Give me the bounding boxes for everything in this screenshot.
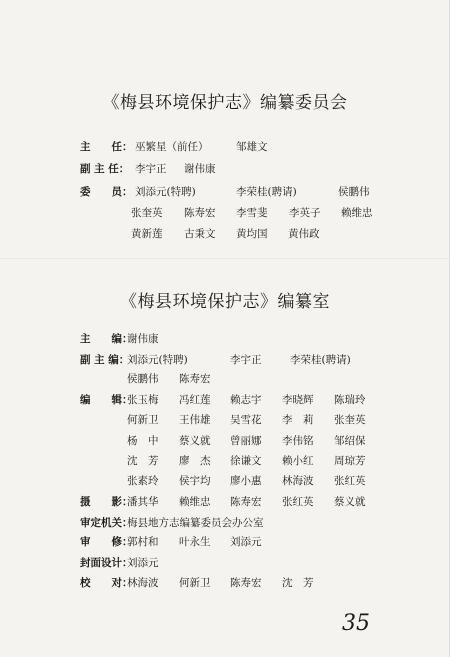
member-name: 郭村和 bbox=[127, 536, 159, 548]
member-name: 廖 杰 bbox=[179, 455, 211, 467]
member-name: 林海波 bbox=[282, 475, 314, 487]
member-name: 赖小红 bbox=[282, 455, 314, 467]
row-label: 封面设计： bbox=[80, 557, 133, 569]
member-name: 蔡义就 bbox=[334, 496, 366, 508]
member-name: 蔡义就 bbox=[179, 435, 211, 447]
member-name: 张奎英 bbox=[334, 414, 366, 426]
member-name: 李宇正 bbox=[135, 163, 167, 175]
row-label: 主 任： bbox=[80, 141, 133, 153]
member-name: 陈瑞玲 bbox=[334, 394, 366, 406]
row-label: 摄 影： bbox=[80, 496, 133, 508]
member-name: 李英子 bbox=[289, 207, 321, 219]
member-name: 张玉梅 bbox=[127, 394, 159, 406]
member-name: 沈 芳 bbox=[282, 577, 314, 589]
member-name: 谢伟康 bbox=[184, 163, 216, 175]
member-name: 赖维忠 bbox=[341, 207, 373, 219]
member-name: 陈寿宏 bbox=[230, 496, 262, 508]
row-label: 校 对： bbox=[80, 577, 133, 589]
member-name: 何新卫 bbox=[179, 577, 211, 589]
member-name: 梅县地方志编纂委员会办公室 bbox=[127, 517, 264, 529]
member-name: 李伟铭 bbox=[282, 435, 314, 447]
member-name: 刘添元 bbox=[230, 536, 262, 548]
row-label: 副 主 编： bbox=[80, 354, 130, 366]
member-name: 刘添元(特聘) bbox=[127, 354, 188, 366]
row-label: 编 辑： bbox=[80, 394, 133, 406]
member-name: 侯宇均 bbox=[179, 475, 211, 487]
member-name: 何新卫 bbox=[127, 414, 159, 426]
handwritten-page-mark: 35 bbox=[342, 611, 370, 636]
row-label: 审 修： bbox=[80, 536, 133, 548]
member-name: 古秉文 bbox=[184, 228, 216, 240]
member-name: 侯鹏伟 bbox=[127, 373, 159, 385]
member-name: 张奎英 bbox=[131, 207, 163, 219]
member-name: 巫繁星（前任） bbox=[135, 141, 209, 153]
member-name: 周琼芳 bbox=[334, 455, 366, 467]
member-name: 谢伟康 bbox=[127, 333, 159, 345]
section-divider bbox=[0, 258, 450, 259]
member-name: 徐谦文 bbox=[230, 455, 262, 467]
member-name: 李雪斐 bbox=[236, 207, 268, 219]
member-name: 廖小惠 bbox=[230, 475, 262, 487]
member-name: 陈寿宏 bbox=[184, 207, 216, 219]
office-title: 《梅县环境保护志》编纂室 bbox=[120, 292, 330, 312]
member-name: 叶永生 bbox=[179, 536, 211, 548]
member-name: 林海波 bbox=[127, 577, 159, 589]
member-name: 黄伟政 bbox=[288, 228, 320, 240]
member-name: 冯红莲 bbox=[179, 394, 211, 406]
member-name: 刘添元 bbox=[127, 557, 159, 569]
committee-title: 《梅县环境保护志》编纂委员会 bbox=[102, 93, 348, 113]
member-name: 邹绍保 bbox=[334, 435, 366, 447]
member-name: 李 莉 bbox=[282, 414, 314, 426]
member-name: 张红英 bbox=[334, 475, 366, 487]
member-name: 刘添元(特聘) bbox=[135, 186, 196, 198]
member-name: 赖维忠 bbox=[179, 496, 211, 508]
member-name: 李荣桂(聘请) bbox=[290, 354, 351, 366]
row-label: 副 主 任： bbox=[80, 163, 130, 175]
row-label: 委 员： bbox=[80, 186, 133, 198]
member-name: 吴雪花 bbox=[230, 414, 262, 426]
member-name: 曾丽娜 bbox=[230, 435, 262, 447]
member-name: 黄新莲 bbox=[131, 228, 163, 240]
member-name: 邹雄文 bbox=[236, 141, 268, 153]
member-name: 潘其华 bbox=[127, 496, 159, 508]
member-name: 陈寿宏 bbox=[230, 577, 262, 589]
member-name: 黄均国 bbox=[236, 228, 268, 240]
member-name: 张素玲 bbox=[127, 475, 159, 487]
member-name: 李荣桂(聘请) bbox=[236, 186, 297, 198]
member-name: 侯鹏伟 bbox=[338, 186, 370, 198]
member-name: 赖志宇 bbox=[230, 394, 262, 406]
row-label: 主 编： bbox=[80, 333, 133, 345]
member-name: 李晓辉 bbox=[282, 394, 314, 406]
member-name: 张红英 bbox=[282, 496, 314, 508]
row-label: 审定机关： bbox=[80, 517, 133, 529]
member-name: 李宇正 bbox=[230, 354, 262, 366]
member-name: 陈寿宏 bbox=[179, 373, 211, 385]
member-name: 沈 芳 bbox=[127, 455, 159, 467]
member-name: 杨 中 bbox=[127, 435, 159, 447]
member-name: 王伟雄 bbox=[179, 414, 211, 426]
